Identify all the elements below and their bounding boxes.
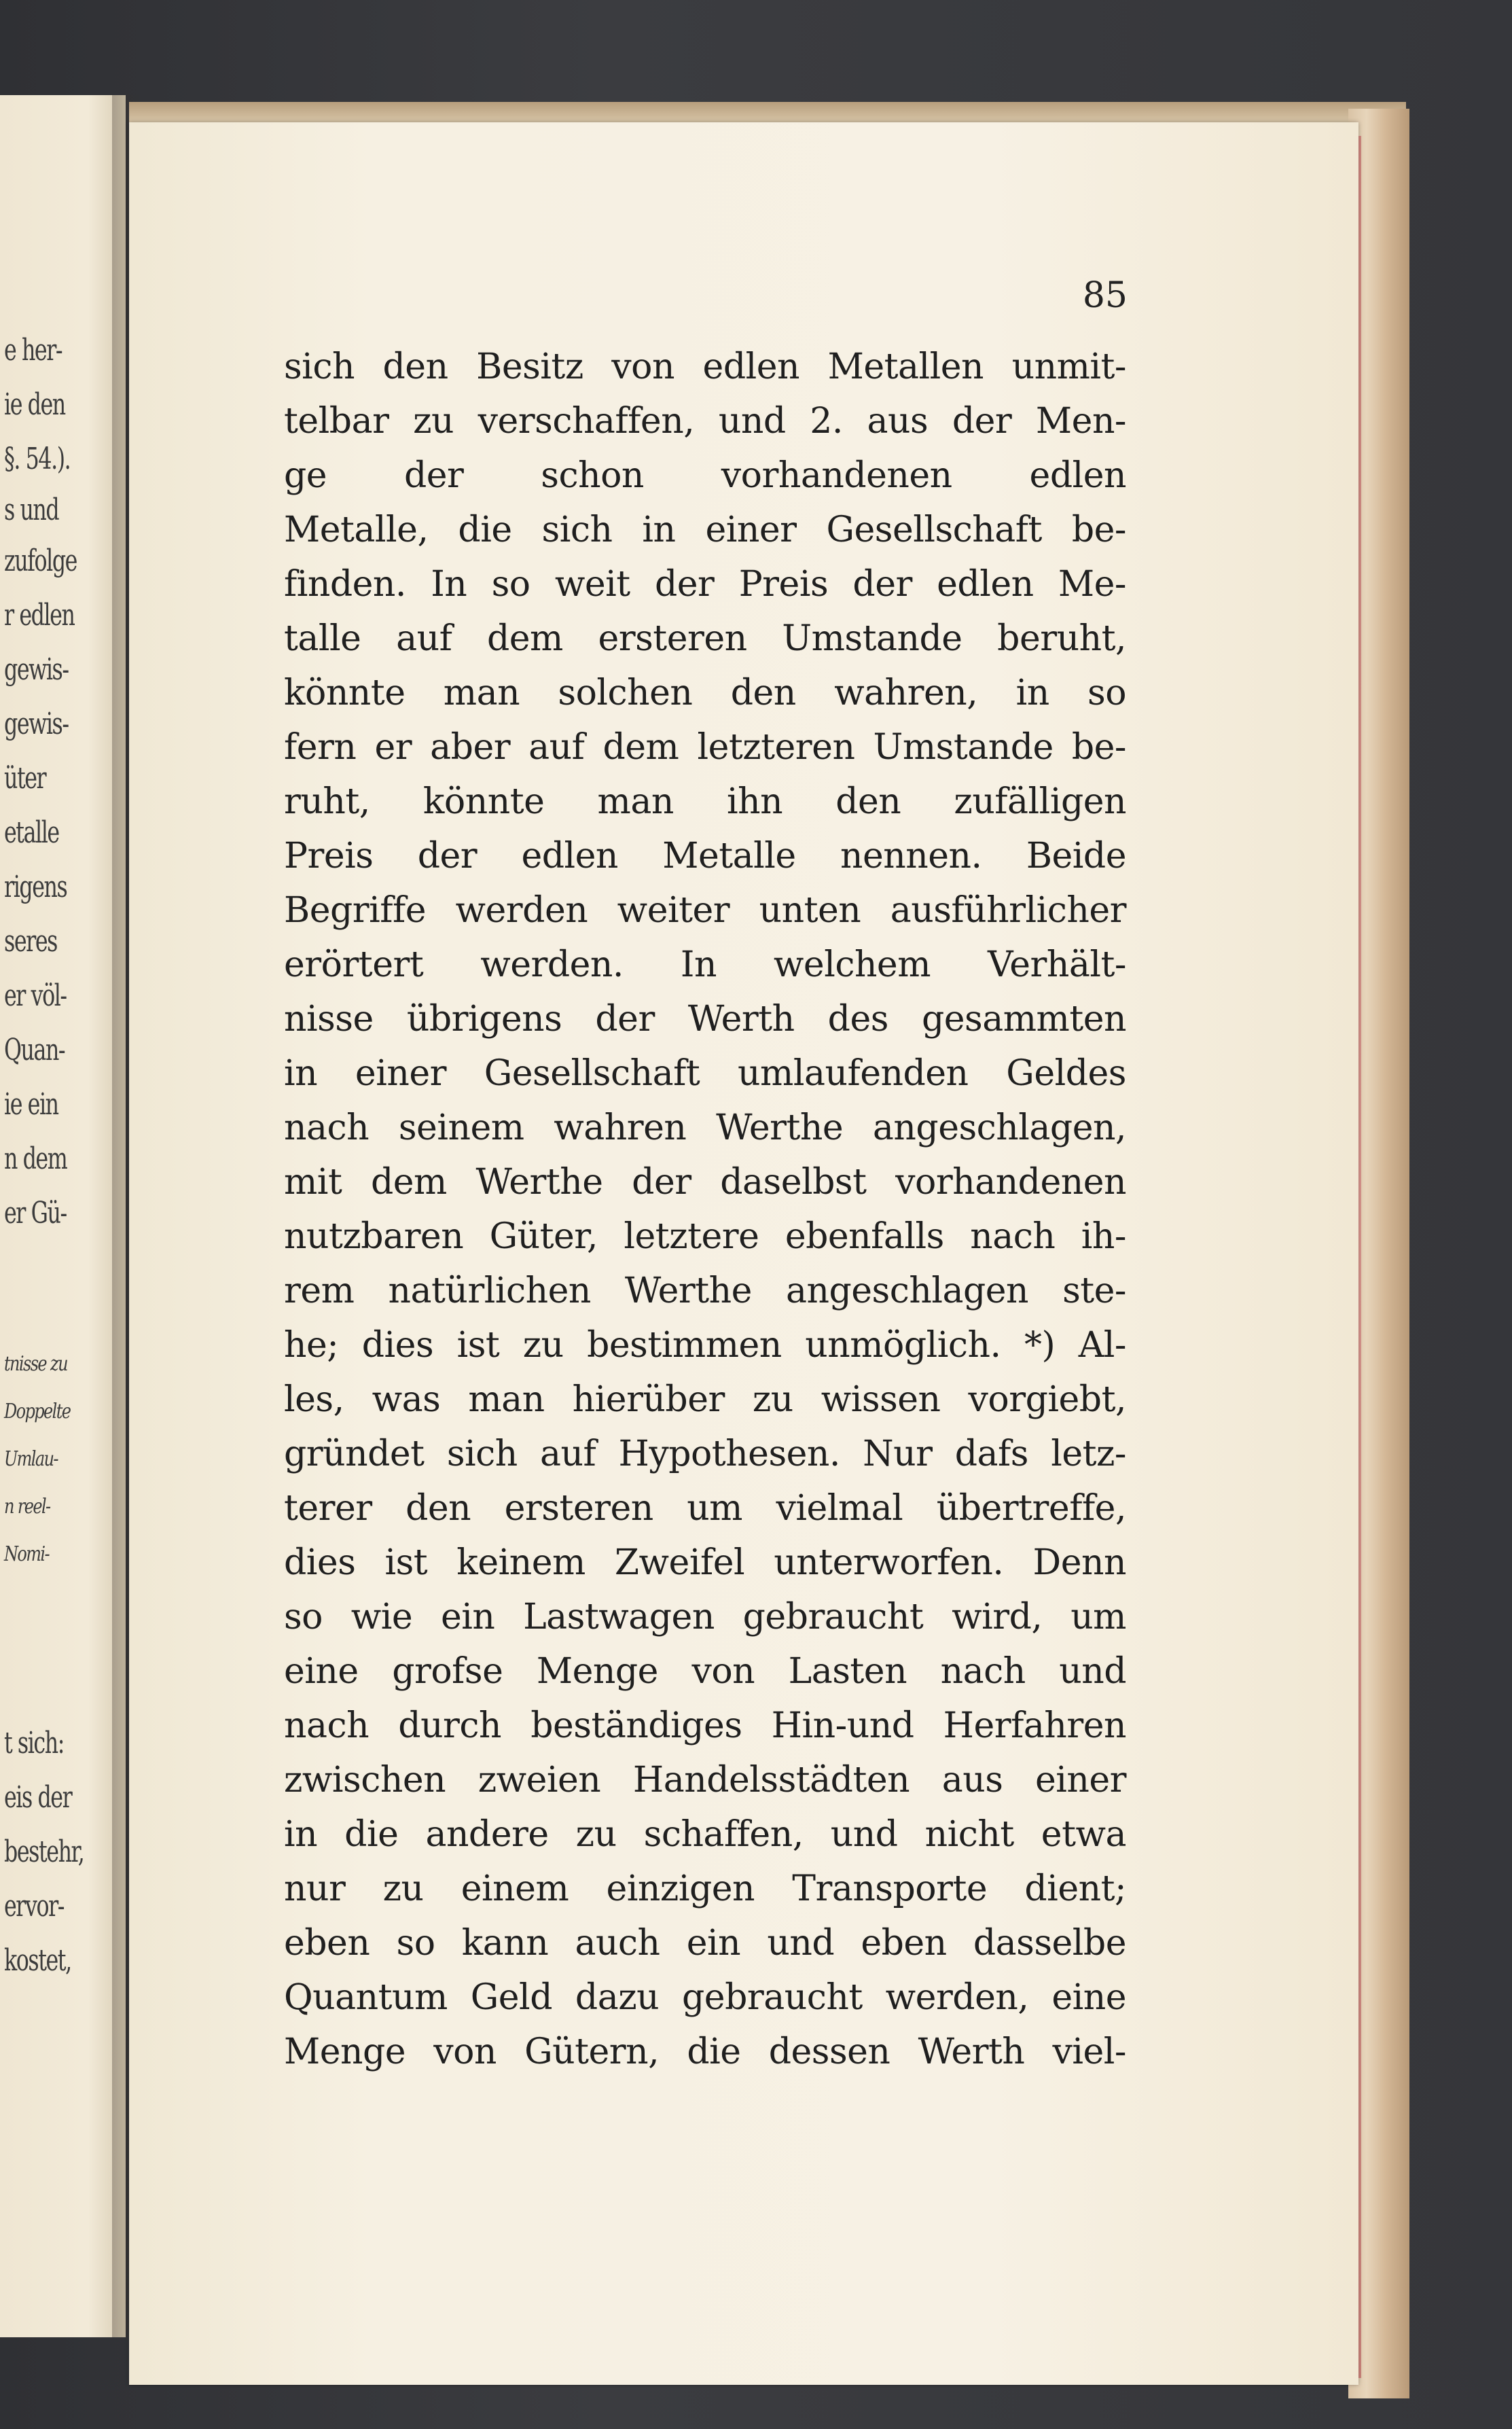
text-line: zwischen zweien Handelsstädten aus einer bbox=[284, 1760, 1126, 1801]
text-line: Menge von Gütern, die dessen Werth viel- bbox=[284, 2032, 1126, 2072]
left-page-fragment: Doppelte bbox=[4, 1400, 71, 1423]
text-line: erörtert werden. In welchem Verhält- bbox=[284, 944, 1126, 985]
text-line: les, was man hierüber zu wissen vorgiebt, bbox=[284, 1379, 1126, 1420]
text-line: terer den ersteren um vielmal übertreffe, bbox=[284, 1488, 1126, 1529]
left-facing-page bbox=[0, 95, 126, 2337]
text-line: so wie ein Lastwagen gebraucht wird, um bbox=[284, 1597, 1126, 1637]
text-line: Quantum Geld dazu gebraucht werden, eine bbox=[284, 1977, 1126, 2018]
text-line: nutzbaren Güter, letztere ebenfalls nach ih- bbox=[284, 1216, 1126, 1257]
left-page-fragment: er Gü- bbox=[4, 1196, 67, 1230]
left-page-fragment: eis der bbox=[4, 1780, 72, 1815]
left-page-fragment: seres bbox=[4, 924, 57, 959]
left-page-fragment: tnisse zu bbox=[4, 1352, 67, 1376]
text-line: sich den Besitz von edlen Metallen unmit- bbox=[284, 347, 1126, 387]
left-page-fragment: Umlau- bbox=[4, 1447, 58, 1471]
left-page-fragment: t sich: bbox=[4, 1726, 64, 1760]
text-line: ruht, könnte man ihn den zufälligen bbox=[284, 781, 1126, 822]
left-page-fragment: etalle bbox=[4, 815, 59, 850]
text-line: Preis der edlen Metalle nennen. Beide bbox=[284, 836, 1126, 876]
page-body-text bbox=[284, 340, 1126, 2079]
text-line: he; dies ist zu bestimmen unmöglich. *) Al- bbox=[284, 1325, 1126, 1366]
left-page-fragment: §. 54.). bbox=[4, 442, 71, 476]
text-line: ge der schon vorhandenen edlen bbox=[284, 455, 1126, 496]
left-page-fragment: ie den bbox=[4, 387, 65, 422]
left-page-fragment: r edlen bbox=[4, 598, 75, 633]
left-page-fragment: zufolge bbox=[4, 544, 77, 578]
page-number: 85 bbox=[1082, 275, 1128, 316]
text-line: Begriffe werden weiter unten ausführlicher bbox=[284, 890, 1126, 931]
left-page-fragment: gewis- bbox=[4, 707, 69, 741]
left-page-fragment: ervor- bbox=[4, 1889, 65, 1923]
text-line: finden. In so weit der Preis der edlen Me- bbox=[284, 564, 1126, 605]
left-page-fragment: n dem bbox=[4, 1141, 67, 1176]
left-page-fragment: üter bbox=[4, 761, 46, 796]
text-line: mit dem Werthe der daselbst vorhandenen bbox=[284, 1162, 1126, 1203]
text-line: telbar zu verschaffen, und 2. aus der Men- bbox=[284, 401, 1126, 442]
left-page-fragment: Quan- bbox=[4, 1033, 65, 1067]
text-line: gründet sich auf Hypothesen. Nur dafs letz- bbox=[284, 1434, 1126, 1474]
text-line: nur zu einem einzigen Transporte dient; bbox=[284, 1868, 1126, 1909]
left-page-fragment: er völ- bbox=[4, 978, 67, 1013]
left-page-fragment: Nomi- bbox=[4, 1542, 49, 1566]
text-line: nach seinem wahren Werthe angeschlagen, bbox=[284, 1107, 1126, 1148]
left-page-fragment: gewis- bbox=[4, 652, 69, 687]
left-page-fragment: n reel- bbox=[4, 1495, 50, 1519]
book-top-edge bbox=[129, 102, 1406, 124]
text-line: talle auf dem ersteren Umstande beruht, bbox=[284, 618, 1126, 659]
left-page-fragment: kostet, bbox=[4, 1943, 71, 1978]
left-page-fragment: rigens bbox=[4, 870, 67, 904]
text-line: in einer Gesellschaft umlaufenden Geldes bbox=[284, 1053, 1126, 1094]
left-page-fragment: s und bbox=[4, 493, 59, 527]
text-line: dies ist keinem Zweifel unterworfen. Denn bbox=[284, 1542, 1126, 1583]
left-page-fragment: bestehr, bbox=[4, 1834, 84, 1869]
text-line: in die andere zu schaffen, und nicht etwa bbox=[284, 1814, 1126, 1855]
text-line: nisse übrigens der Werth des gesammten bbox=[284, 999, 1126, 1040]
text-line: eine grofse Menge von Lasten nach und bbox=[284, 1651, 1126, 1692]
text-line: eben so kann auch ein und eben dasselbe bbox=[284, 1923, 1126, 1964]
text-line: fern er aber auf dem letzteren Umstande be- bbox=[284, 727, 1126, 768]
text-line: rem natürlichen Werthe angeschlagen ste- bbox=[284, 1271, 1126, 1311]
text-line: nach durch beständiges Hin-und Herfahren bbox=[284, 1705, 1126, 1746]
text-line: könnte man solchen den wahren, in so bbox=[284, 673, 1126, 713]
text-line: Metalle, die sich in einer Gesellschaft be- bbox=[284, 510, 1126, 550]
left-page-fragment: e her- bbox=[4, 333, 62, 368]
left-page-fragment: ie ein bbox=[4, 1087, 58, 1122]
